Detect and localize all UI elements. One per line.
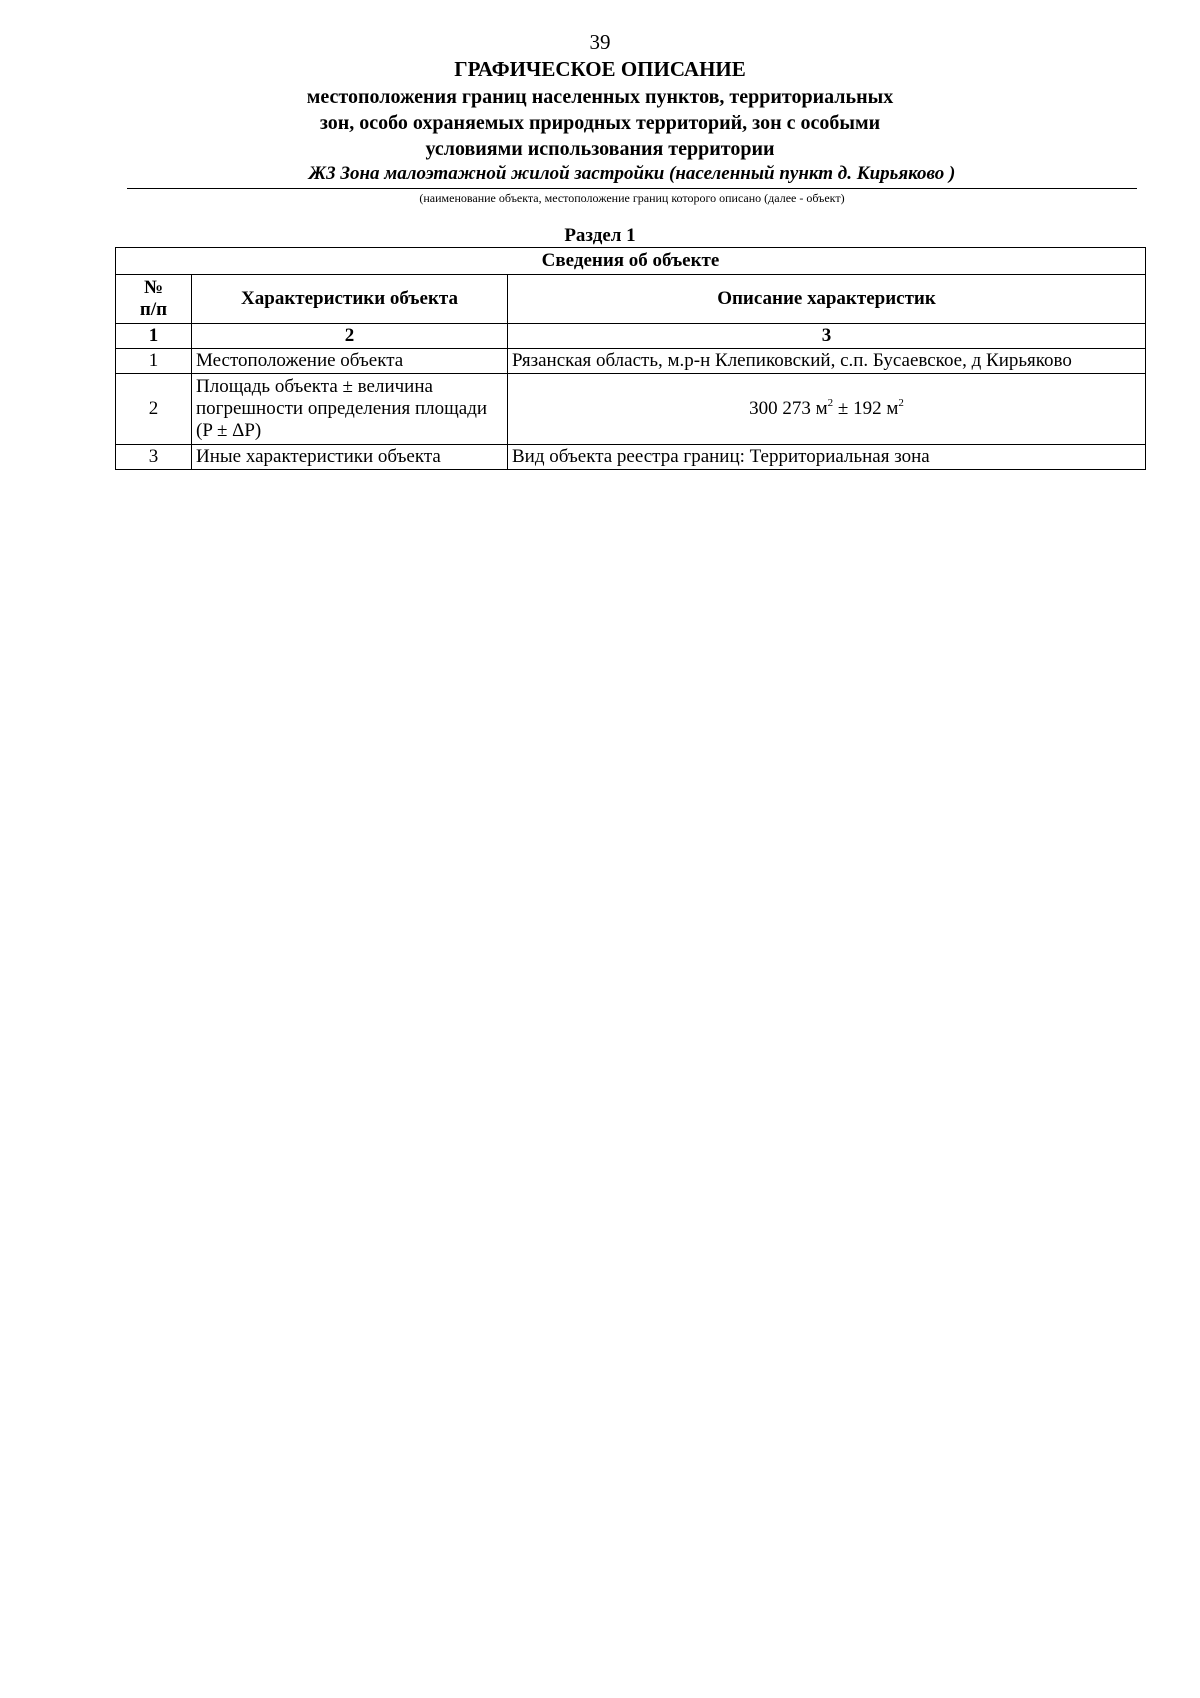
table-header-row bbox=[116, 275, 1146, 324]
area-error-exponent: 2 bbox=[898, 396, 904, 409]
section-title: Раздел 1 bbox=[564, 225, 636, 246]
table-row bbox=[116, 349, 1146, 374]
column-number: 3 bbox=[508, 324, 1146, 349]
row-no: 3 bbox=[116, 445, 192, 470]
row-characteristic-line: Площадь объекта ± величина bbox=[196, 376, 433, 397]
row-description: Рязанская область, м.р-н Клепиковский, с.п. Бусаевское, д Кирьяково bbox=[508, 349, 1146, 374]
object-name-underline bbox=[127, 188, 1137, 189]
area-value: 300 273 м bbox=[749, 398, 828, 419]
row-characteristic-line: (P ± ΔP) bbox=[196, 420, 262, 441]
table-row bbox=[116, 445, 1146, 470]
subtitle-line: условиями использования территории bbox=[425, 138, 775, 160]
table-caption-row bbox=[116, 248, 1146, 275]
table-column-numbers-row bbox=[116, 324, 1146, 349]
header-no-line: № bbox=[143, 277, 164, 298]
row-characteristic: Иные характеристики объекта bbox=[192, 445, 508, 470]
object-caption: (наименование объекта, местоположение границ которого описано (далее - объект) bbox=[419, 191, 845, 205]
row-characteristic bbox=[192, 374, 508, 445]
table-row bbox=[116, 374, 1146, 445]
area-separator: ± bbox=[833, 398, 854, 419]
row-description bbox=[508, 374, 1146, 445]
subtitle-line: зон, особо охраняемых природных территорий, зон с особыми bbox=[319, 112, 881, 134]
row-no: 1 bbox=[116, 349, 192, 374]
page-number: 39 bbox=[589, 30, 611, 54]
object-name: Ж3 Зона малоэтажной жилой застройки (населенный пункт д. Кирьяково ) bbox=[308, 163, 956, 184]
row-characteristic-line: погрешности определения площади bbox=[196, 398, 488, 419]
document-subtitle bbox=[0, 84, 1200, 162]
header-characteristics: Характеристики объекта bbox=[192, 275, 508, 324]
row-no: 2 bbox=[116, 374, 192, 445]
header-no bbox=[116, 275, 192, 324]
document-title: ГРАФИЧЕСКОЕ ОПИСАНИЕ bbox=[454, 57, 746, 81]
row-characteristic: Местоположение объекта bbox=[192, 349, 508, 374]
column-number: 1 bbox=[116, 324, 192, 349]
column-number: 2 bbox=[192, 324, 508, 349]
area-unit-exponent: 2 bbox=[827, 396, 834, 409]
table-caption: Сведения об объекте bbox=[116, 248, 1146, 275]
header-no-line: п/п bbox=[139, 299, 168, 320]
area-error: 192 м bbox=[853, 398, 899, 419]
row-description: Вид объекта реестра границ: Территориальная зона bbox=[508, 445, 1146, 470]
header-description: Описание характеристик bbox=[508, 275, 1146, 324]
subtitle-line: местоположения границ населенных пунктов, территориальных bbox=[306, 86, 894, 108]
object-info-table bbox=[115, 247, 1146, 470]
